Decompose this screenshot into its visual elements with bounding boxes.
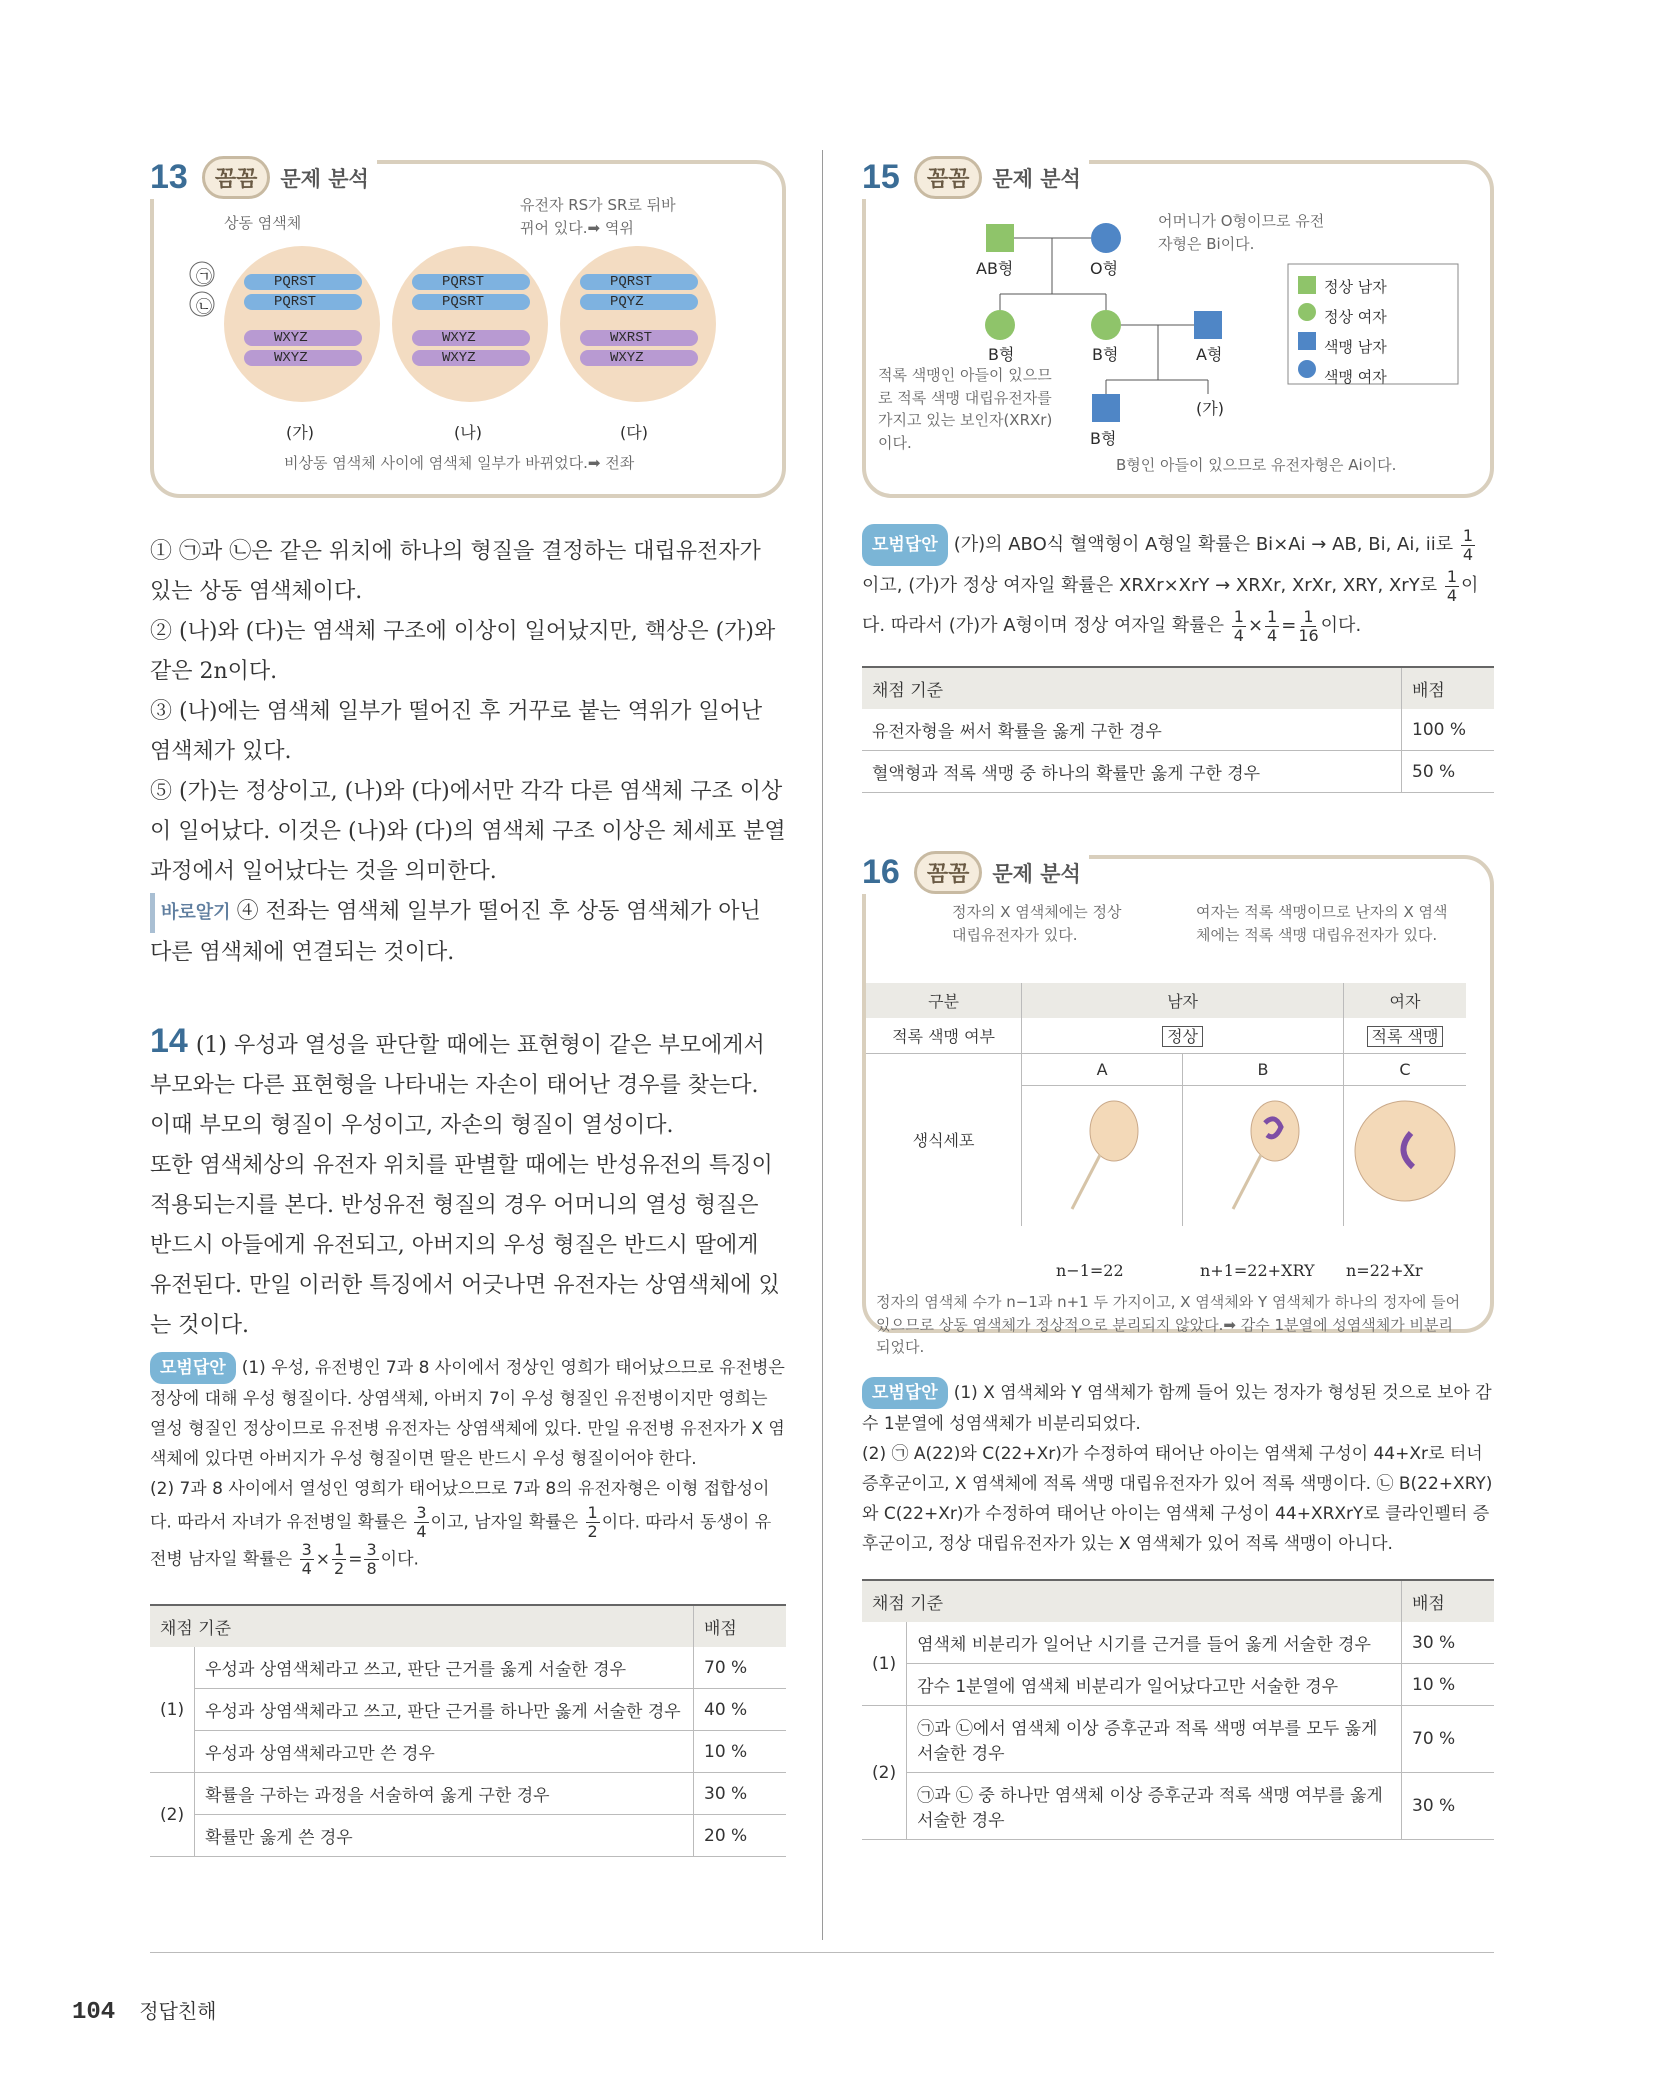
q15-badge: 꼼꼼 bbox=[914, 156, 983, 199]
q13-para-3: ③ (나)에는 염색체 일부가 떨어진 후 거꾸로 붙는 역위가 일어난 염색체가 있다. bbox=[150, 699, 763, 764]
table-cell-pct: 10 % bbox=[1402, 1664, 1495, 1706]
chrom-label-5: PQRST bbox=[442, 274, 485, 290]
q14-group-2: (2) bbox=[150, 1773, 195, 1857]
table-row: 확률을 구하는 과정을 서술하여 옳게 구한 경우 bbox=[195, 1773, 694, 1815]
table-cell-pct: 30 % bbox=[694, 1773, 787, 1815]
q16-gamete-table bbox=[866, 983, 1466, 1226]
equals-sign: = bbox=[348, 1549, 363, 1570]
chrom-label-6: PQSRT bbox=[442, 294, 485, 310]
table-row: 혈액형과 적록 색맹 중 하나의 확률만 옳게 구한 경우 bbox=[862, 751, 1402, 793]
pedigree-female-b2 bbox=[1091, 310, 1121, 340]
frac-1-4c: $\frac{1}{4}$ bbox=[1233, 606, 1244, 645]
table-cell-pct: 40 % bbox=[694, 1689, 787, 1731]
q16-score-table bbox=[862, 1579, 1494, 1840]
pedigree-male-ab bbox=[986, 224, 1014, 252]
q14-th-score: 배점 bbox=[694, 1605, 787, 1647]
pedigree-label-b1: B형 bbox=[988, 345, 1015, 364]
q15-th-criteria: 채점 기준 bbox=[862, 667, 1402, 709]
q14-answer-2b: 이고, 남자일 확률은 bbox=[430, 1512, 579, 1533]
q16-anno-right: 여자는 적록 색맹이므로 난자의 X 염색 체에는 적록 색맹 대립유전자가 있다. bbox=[1196, 903, 1448, 944]
pedigree-female-o bbox=[1091, 223, 1121, 253]
q15-answer-c: 이다. 따라서 (가)가 A형이며 정상 여자일 확률은 bbox=[862, 575, 1479, 636]
q13-para-1: ① ㉠과 ㉡은 같은 위치에 하나의 형질을 결정하는 대립유전자가 있는 상동 염색체이다. bbox=[150, 539, 761, 604]
q16-group-2: (2) bbox=[862, 1706, 907, 1840]
frac-1-2: $\frac{1}{2}$ bbox=[587, 1503, 598, 1541]
formula-c: n=22+Xr bbox=[1346, 1261, 1423, 1280]
q15-answer-label: 모범답안 bbox=[862, 524, 948, 566]
legend-normal-male: 정상 남자 bbox=[1324, 278, 1387, 296]
pedigree-label-b3: B형 bbox=[1090, 429, 1117, 448]
cell-a-label: A bbox=[1022, 1054, 1183, 1086]
times-sign: × bbox=[315, 1549, 331, 1570]
pedigree-label-a: A형 bbox=[1196, 345, 1223, 364]
q14-intro-text: (1) 우성과 열성을 판단할 때에는 표현형이 같은 부모에게서 부모와는 다른 표현형을 나타내는 자손이 태어난 경우를 찾는다. 이때 부모의 형질이 우성이고, 자손의 형질이 열성이다. bbox=[150, 1033, 765, 1138]
table-row: 감수 1분열에 염색체 비분리가 일어났다고만 서술한 경우 bbox=[907, 1664, 1402, 1706]
q13-tip bbox=[150, 892, 786, 973]
pedigree-label-b2: B형 bbox=[1092, 345, 1119, 364]
cell-na bbox=[392, 246, 548, 402]
egg-c-image bbox=[1345, 1089, 1465, 1219]
row-gamete: 생식세포 bbox=[912, 1131, 975, 1151]
q14-score-table bbox=[150, 1604, 786, 1857]
q13-label-na: (나) bbox=[454, 423, 482, 442]
pedigree-male-a bbox=[1194, 311, 1222, 339]
q13-para-2: ② (나)와 (다)는 염색체 구조에 이상이 일어났지만, 핵상은 (가)와 같은 2n이다. bbox=[150, 619, 776, 684]
q15-analysis-panel bbox=[862, 160, 1494, 498]
q13-analysis-panel bbox=[150, 160, 786, 498]
q15-number: 15 bbox=[862, 158, 900, 196]
q16-analysis-panel bbox=[862, 853, 1494, 1356]
table-row: 염색체 비분리가 일어난 시기를 근거를 들어 옳게 서술한 경우 bbox=[907, 1622, 1402, 1664]
q13-label-ga: (가) bbox=[286, 423, 314, 442]
legend-affected-female: 색맹 여자 bbox=[1324, 368, 1387, 386]
table-row: 유전자형을 써서 확률을 옳게 구한 경우 bbox=[862, 709, 1402, 751]
equals-sign: = bbox=[1281, 615, 1297, 636]
right-column bbox=[862, 150, 1494, 1840]
q14-intro2: 또한 염색체상의 유전자 위치를 판별할 때에는 반성유전의 특징이 적용되는지를 본다. 반성유전 형질의 경우 어머니의 열성 형질은 반드시 아들에게 유전되고, 아버지의 우성 형질은 반드시 딸에게 유전된다. 만일 이러한 특징에서 어긋나면 유전자는 상염색체에 있는 것이다. bbox=[150, 1153, 780, 1338]
q16-title: 문제 분석 bbox=[992, 861, 1081, 886]
q16-answer-2: (2) ㉠ A(22)와 C(22+Xr)가 수정하여 태어난 아이는 염색체 구성이 44+Xr로 터너 증후군이고, X 염색체에 적록 색맹 대립유전자가 있어 적록 색맹이다. ㉡ B(22+XRY)와 C(22+Xr)가 수정하여 태어난 아이는 염색체 구성이 44+XRXrY로 클라인펠터 증후군이고, 정상 대립유전자가 있는 X 염색체가 있어 적록 색맹이 아니다. bbox=[862, 1444, 1493, 1554]
chrom-label-11: WXRST bbox=[610, 330, 653, 346]
pedigree-legend bbox=[1324, 272, 1387, 392]
q15-answer bbox=[862, 524, 1494, 646]
q15-anno-mother: 어머니가 O형이므로 유전 자형은 Bi이다. bbox=[1158, 212, 1325, 253]
q13-number: 13 bbox=[150, 158, 188, 196]
pedigree-label-o: O형 bbox=[1090, 259, 1119, 278]
q16-answer bbox=[862, 1377, 1494, 1559]
frac-3-4b: $\frac{3}{4}$ bbox=[301, 1540, 312, 1578]
table-row: 우성과 상염색체라고 쓰고, 판단 근거를 옳게 서술한 경우 bbox=[195, 1647, 694, 1689]
q16-th-criteria: 채점 기준 bbox=[862, 1580, 1402, 1622]
table-row: 우성과 상염색체라고만 쓴 경우 bbox=[195, 1731, 694, 1773]
legend-normal-female-icon bbox=[1298, 303, 1316, 321]
table-cell-pct: 70 % bbox=[694, 1647, 787, 1689]
q16-header bbox=[858, 851, 1089, 894]
q13-explanation bbox=[150, 532, 786, 973]
th-female: 여자 bbox=[1344, 983, 1467, 1018]
formula-a: n−1=22 bbox=[1056, 1261, 1124, 1280]
q14-answer-1: (1) 우성, 유전병인 7과 8 사이에서 정상인 영희가 태어났으므로 유전병은 정상에 대해 우성 형질이다. 상염색체, 아버지 7이 우성 형질인 유전병이지만 영희는 열성 형질인 정상이므로 유전병 유전자는 상염색체에 있다. 만일 유전병 유전자가 X 염색체에 있다면 아버지가 우성 형질이면 딸은 반드시 우성 형질이어야 한다. bbox=[150, 1358, 785, 1469]
frac-1-4: $\frac{1}{4}$ bbox=[1462, 525, 1474, 564]
table-row: ㉠과 ㉡ 중 하나만 염색체 이상 증후군과 적록 색맹 여부를 옳게 서술한 경우 bbox=[907, 1773, 1402, 1840]
q14-intro bbox=[150, 1021, 786, 1146]
chrom-label-9: PQRST bbox=[610, 274, 653, 290]
table-cell-pct: 10 % bbox=[694, 1731, 787, 1773]
q14-answer bbox=[150, 1352, 786, 1578]
cell-ga bbox=[224, 246, 380, 402]
q16-answer-label: 모범답안 bbox=[862, 1377, 948, 1409]
frac-1-4d: $\frac{1}{4}$ bbox=[1267, 606, 1278, 645]
chrom-label-2: PQRST bbox=[274, 294, 317, 310]
q14-section bbox=[150, 1021, 786, 1857]
footer-label: 정답친해 bbox=[139, 1999, 217, 2023]
q16-note: 정자의 염색체 수가 n−1과 n+1 두 가지이고, X 염색체와 Y 염색체가 하나의 정자에 들어 있으므로 상동 염색체가 정상적으로 분리되지 않았다.➡ 감수 1분열에 성염색체가 비분리되었다. bbox=[876, 1293, 1461, 1356]
tip-label: 바로알기 bbox=[150, 893, 231, 933]
th-gubun: 구분 bbox=[928, 992, 959, 1011]
table-row: ㉠과 ㉡에서 염색체 이상 증후군과 적록 색맹 여부를 모두 옳게 서술한 경우 bbox=[907, 1706, 1402, 1773]
q14-answer-2c: 이다. 따라서 동생이 유전병 남자일 확률은 bbox=[150, 1512, 772, 1570]
formula-b: n+1=22+XRY bbox=[1200, 1261, 1315, 1280]
q13-anno-homolog: 상동 염색체 bbox=[224, 214, 302, 232]
q13-badge: 꼼꼼 bbox=[202, 156, 271, 199]
footer-rule bbox=[150, 1952, 1494, 1953]
cell-da bbox=[560, 246, 716, 402]
chrom-label-7: WXYZ bbox=[442, 330, 476, 346]
val-normal: 정상 bbox=[1162, 1026, 1203, 1047]
cell-c-label: C bbox=[1344, 1054, 1467, 1086]
q16-badge: 꼼꼼 bbox=[914, 851, 983, 894]
table-cell-pct: 30 % bbox=[1402, 1622, 1495, 1664]
q14-answer-2a: (2) 7과 8 사이에서 열성인 영희가 태어났으므로 7과 8의 유전자형은 이형 접합성이다. 따라서 자녀가 유전병일 확률은 bbox=[150, 1479, 770, 1533]
q13-anno-translocation: 비상동 염색체 사이에 염색체 일부가 바뀌었다.➡ 전좌 bbox=[284, 454, 635, 472]
val-colorblind: 적록 색맹 bbox=[1367, 1026, 1444, 1047]
legend-affected-male: 색맹 남자 bbox=[1324, 338, 1387, 356]
table-cell-pct: 30 % bbox=[1402, 1773, 1495, 1840]
q16-group-1: (1) bbox=[862, 1622, 907, 1706]
table-row: 확률만 옳게 쓴 경우 bbox=[195, 1815, 694, 1857]
row-colorblind: 적록 색맹 여부 bbox=[892, 1027, 995, 1046]
q15-anno-carrier: 적록 색맹인 아들이 있으므 로 적록 색맹 대립유전자를 가지고 있는 보인자(XRXr) 이다. bbox=[878, 366, 1053, 452]
q15-score-table bbox=[862, 666, 1494, 793]
frac-1-4b: $\frac{1}{4}$ bbox=[1446, 566, 1458, 605]
q13-label-da: (다) bbox=[620, 423, 648, 442]
table-cell-pct: 50 % bbox=[1402, 751, 1495, 793]
q15-th-score: 배점 bbox=[1402, 667, 1495, 709]
q13-circle-a: ㉠ bbox=[196, 267, 213, 286]
page-footer bbox=[72, 1995, 217, 2026]
sperm-a-image bbox=[1042, 1089, 1162, 1219]
q15-answer-d: 이다. bbox=[1320, 615, 1362, 636]
frac-1-16: $\frac{1}{16}$ bbox=[1298, 606, 1319, 645]
q14-answer-label: 모범답안 bbox=[150, 1352, 236, 1384]
legend-normal-female: 정상 여자 bbox=[1324, 308, 1387, 326]
pedigree-male-b bbox=[1092, 394, 1120, 422]
legend-affected-female-icon bbox=[1298, 360, 1316, 378]
times-sign: × bbox=[1247, 615, 1264, 636]
q13-circle-b: ㉡ bbox=[196, 297, 213, 316]
table-cell-pct: 70 % bbox=[1402, 1706, 1495, 1773]
q14-group-1: (1) bbox=[150, 1647, 195, 1773]
pedigree-label-ga: (가) bbox=[1196, 399, 1224, 418]
q16-answer-1: (1) X 염색체와 Y 염색체가 함께 들어 있는 정자가 형성된 것으로 보아 감수 1분열에 성염색체가 비분리되었다. bbox=[862, 1383, 1492, 1434]
table-cell-pct: 100 % bbox=[1402, 709, 1495, 751]
chrom-label-8: WXYZ bbox=[442, 350, 476, 366]
chrom-label-4: WXYZ bbox=[274, 350, 308, 366]
chrom-label-12: WXYZ bbox=[610, 350, 644, 366]
tip-text: ④ 전좌는 염색체 일부가 떨어진 후 상동 염색체가 아닌 다른 염색체에 연결되는 것이다. bbox=[150, 899, 761, 965]
pedigree-female-b bbox=[985, 310, 1015, 340]
table-cell-pct: 20 % bbox=[694, 1815, 787, 1857]
q15-answer-b: 이고, (가)가 정상 여자일 확률은 XRXr×XrY → XRXr, XrXr, XRY, XrY로 bbox=[862, 575, 1438, 596]
chrom-label-1: PQRST bbox=[274, 274, 317, 290]
q13-anno-inversion: 유전자 RS가 SR로 뒤바 뀌어 있다.➡ 역위 bbox=[520, 196, 676, 237]
legend-normal-male-icon bbox=[1298, 276, 1316, 294]
pedigree-label-ab: AB형 bbox=[976, 259, 1014, 278]
q16-number: 16 bbox=[862, 853, 900, 891]
sperm-b-image bbox=[1203, 1089, 1323, 1219]
frac-3-4: $\frac{3}{4}$ bbox=[416, 1503, 427, 1541]
q15-title: 문제 분석 bbox=[992, 166, 1081, 191]
q13-title: 문제 분석 bbox=[280, 166, 369, 191]
q14-th-criteria: 채점 기준 bbox=[150, 1605, 694, 1647]
frac-1-2b: $\frac{1}{2}$ bbox=[334, 1540, 345, 1578]
legend-affected-male-icon bbox=[1298, 332, 1316, 350]
table-row: 우성과 상염색체라고 쓰고, 판단 근거를 하나만 옳게 서술한 경우 bbox=[195, 1689, 694, 1731]
frac-3-8: $\frac{3}{8}$ bbox=[366, 1540, 377, 1578]
q14-answer-2d: 이다. bbox=[380, 1549, 419, 1570]
cell-b-label: B bbox=[1183, 1054, 1344, 1086]
page-number: 104 bbox=[72, 1999, 116, 2026]
q13-para-4: ⑤ (가)는 정상이고, (나)와 (다)에서만 각각 다른 염색체 구조 이상이 일어났다. 이것은 (나)와 (다)의 염색체 구조 이상은 체세포 분열 과정에서 일어났다는 것을 의미한다. bbox=[150, 779, 786, 884]
q16-th-score: 배점 bbox=[1402, 1580, 1495, 1622]
chrom-label-3: WXYZ bbox=[274, 330, 308, 346]
column-divider bbox=[822, 150, 823, 1940]
chrom-label-10: PQYZ bbox=[610, 294, 644, 310]
th-male: 남자 bbox=[1022, 983, 1344, 1018]
q14-number: 14 bbox=[150, 1022, 188, 1060]
q15-answer-a: (가)의 ABO식 혈액형이 A형일 확률은 Bi×Ai → AB, Bi, Ai, ii로 bbox=[953, 534, 1454, 555]
q16-anno-left: 정자의 X 염색체에는 정상 대립유전자가 있다. bbox=[952, 903, 1122, 944]
q13-header bbox=[146, 156, 377, 199]
left-column bbox=[150, 150, 786, 1857]
q15-anno-son: B형인 아들이 있으므로 유전자형은 Ai이다. bbox=[1116, 456, 1397, 474]
